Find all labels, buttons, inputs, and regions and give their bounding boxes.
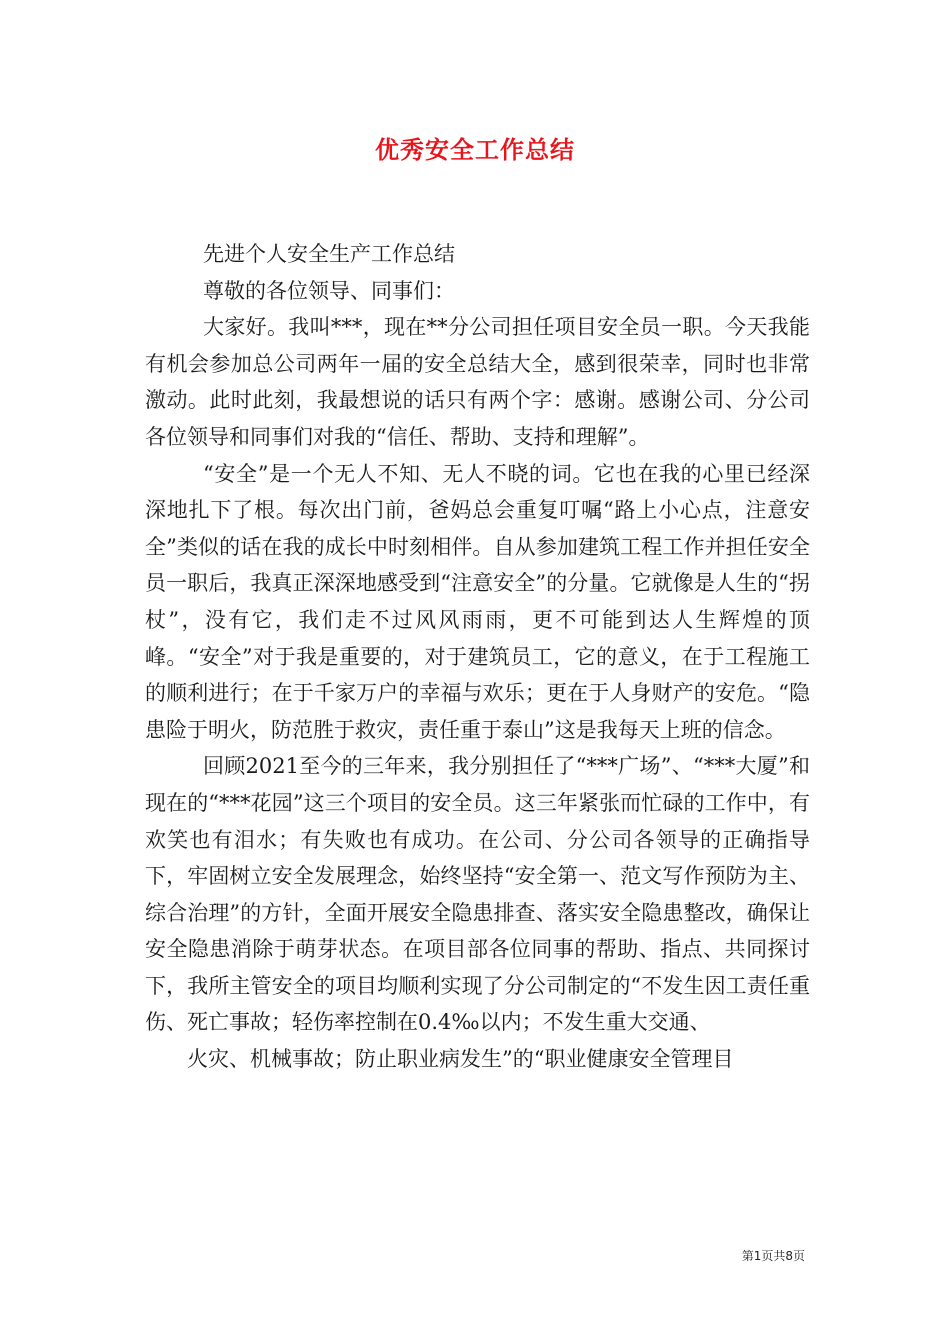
- greeting-line: 尊敬的各位领导、同事们：: [203, 278, 455, 303]
- document-title: 优秀安全工作总结: [375, 135, 575, 164]
- body-paragraph-3: 回顾2021至今的三年来，我分别担任了“***广场”、“***大厦”和现在的“***花园”这三个项目的安全员。这三年紧张而忙碌的工作中，有欢笑也有泪水；有失败也有成功。在公司、分公司各领导的正确指导下，牢固树立安全发展理念，始终坚持“安全第一、范文写作预防为主、综合治理”的方针，全面开展安全隐患排查、落实安全隐患整改，确保让安全隐患消除于萌芽状态。在项目部各位同事的帮助、指点、共同探讨下，我所主管安全的项目均顺利实现了分公司制定的“不发生因工责任重伤、死亡事故；轻伤率控制在0.4‰以内；不发生重大交通、: [145, 754, 810, 1035]
- body-paragraph-1: 大家好。我叫***，现在**分公司担任项目安全员一职。今天我能有机会参加总公司两年一届的安全总结大全，感到很荣幸，同时也非常激动。此时此刻，我最想说的话只有两个字：感谢。感谢公司、分公司各位领导和同事们对我的“信任、帮助、支持和理解”。: [145, 315, 810, 449]
- body-paragraph-2: “安全”是一个无人不知、无人不晓的词。它也在我的心里已经深深地扎下了根。每次出门前，爸妈总会重复叮嘱“路上小心点，注意安全”类似的话在我的成长中时刻相伴。自从参加建筑工程工作并担任安全员一职后，我真正深深地感受到“注意安全”的分量。它就像是人生的“拐杖”，没有它，我们走不过风风雨雨，更不可能到达人生辉煌的顶峰。“安全”对于我是重要的，对于建筑员工，它的意义，在于工程施工的顺利进行；在于千家万户的幸福与欢乐；更在于人身财产的安危。“隐患险于明火，防范胜于救灾，责任重于泰山”这是我每天上班的信念。: [145, 461, 810, 742]
- page-number-footer: 第1页共8页: [741, 1249, 805, 1263]
- document-subtitle: 先进个人安全生产工作总结: [203, 242, 455, 266]
- body-paragraph-continued: 火灾、机械事故；防止职业病发生”的“职业健康安全管理目: [187, 1047, 734, 1072]
- document-body: [145, 236, 810, 1078]
